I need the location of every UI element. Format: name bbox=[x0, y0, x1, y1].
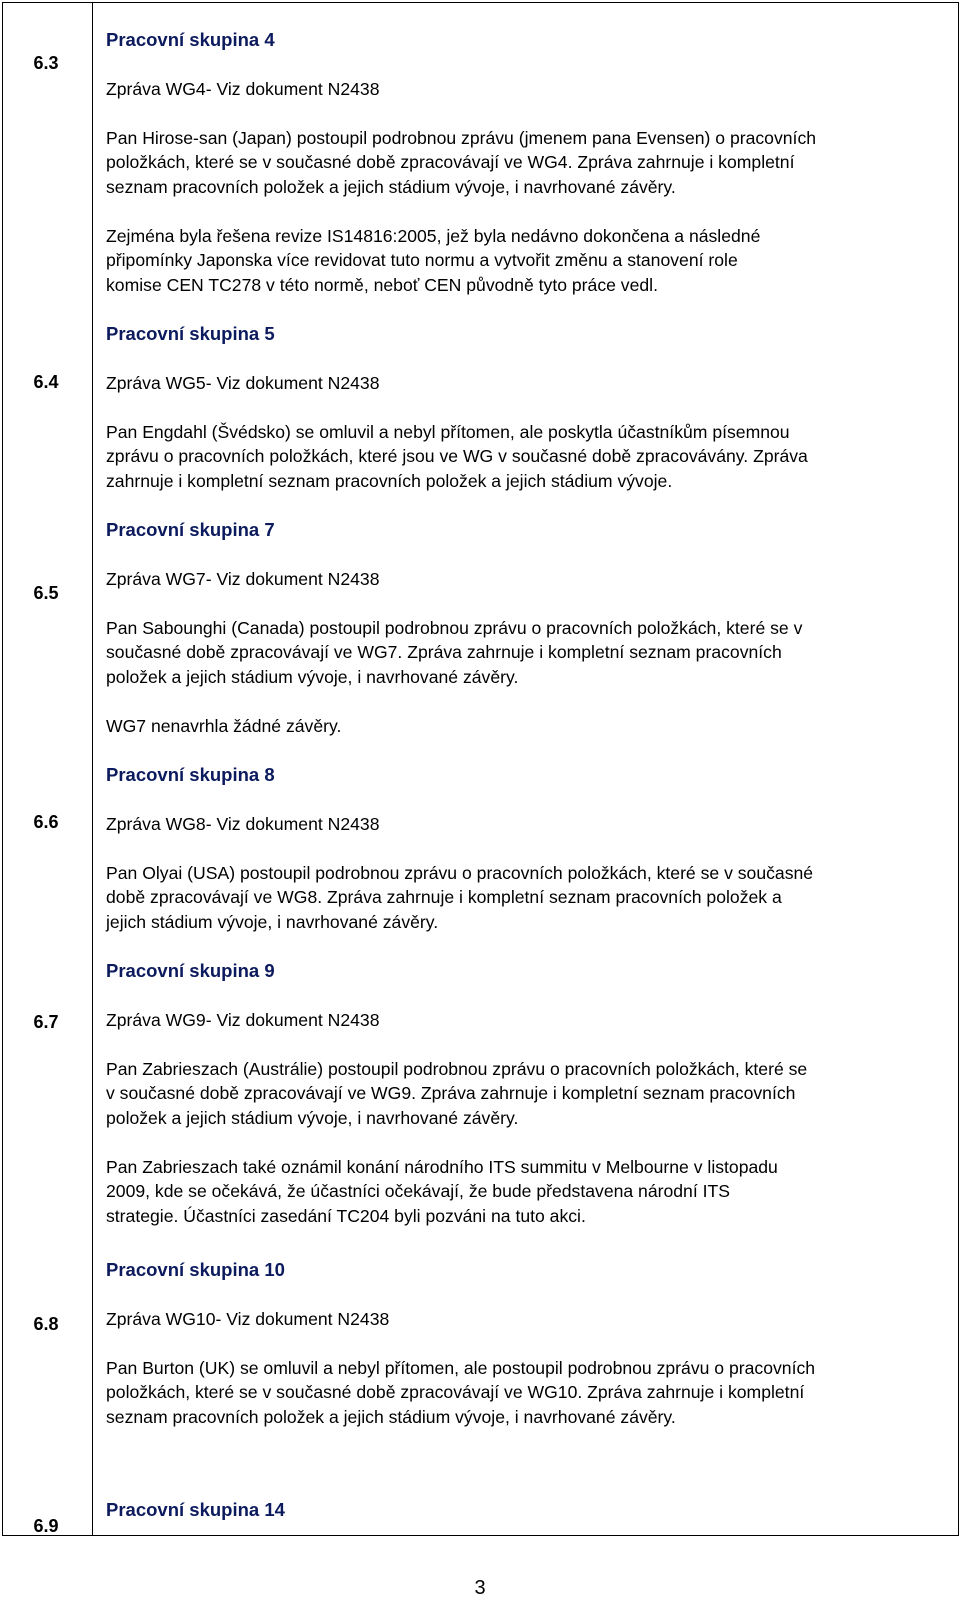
section-number-6-9: 6.9 bbox=[33, 1516, 59, 1536]
report-reference: Zpráva WG8- Viz dokument N2438 bbox=[106, 814, 380, 834]
section-number-6-5: 6.5 bbox=[33, 583, 59, 603]
report-reference: Zpráva WG5- Viz dokument N2438 bbox=[106, 373, 380, 393]
paragraph-line: Pan Olyai (USA) postoupil podrobnou zprávu o pracovních položkách, které se v současné bbox=[106, 863, 814, 883]
paragraph-line: Pan Sabounghi (Canada) postoupil podrobnou zprávu o pracovních položkách, které se v bbox=[106, 618, 803, 638]
section-title: Pracovní skupina 10 bbox=[106, 1259, 285, 1280]
paragraph-line: položek a jejich stádium vývoje, i navrhované závěry. bbox=[106, 1108, 519, 1128]
section-number-6-3: 6.3 bbox=[33, 53, 59, 73]
section-number-6-4: 6.4 bbox=[33, 372, 59, 392]
paragraph-line: WG7 nenavrhla žádné závěry. bbox=[106, 716, 342, 736]
paragraph-line: Pan Engdahl (Švédsko) se omluvil a nebyl přítomen, ale poskytla účastníkům písemnou bbox=[106, 422, 790, 442]
section-title: Pracovní skupina 5 bbox=[106, 323, 275, 344]
paragraph-line: zprávu o pracovních položkách, které jsou ve WG v současné době zpracovávány. Zpráva bbox=[106, 446, 808, 466]
section-number-6-8: 6.8 bbox=[33, 1314, 59, 1334]
paragraph-line: komise CEN TC278 v této normě, neboť CEN původně tyto práce vedl. bbox=[106, 275, 658, 295]
section-title: Pracovní skupina 9 bbox=[106, 960, 275, 981]
paragraph-line: současné době zpracovávají ve WG7. Zpráva zahrnuje i kompletní seznam pracovních bbox=[106, 642, 782, 662]
paragraph-line: Pan Burton (UK) se omluvil a nebyl přítomen, ale postoupil podrobnou zprávu o pracovních bbox=[106, 1358, 816, 1378]
page-number: 3 bbox=[474, 1577, 486, 1599]
report-reference: Zpráva WG9- Viz dokument N2438 bbox=[106, 1010, 380, 1030]
report-reference: Zpráva WG10- Viz dokument N2438 bbox=[106, 1309, 390, 1329]
paragraph-line: strategie. Účastníci zasedání TC204 byli pozváni na tuto akci. bbox=[106, 1206, 586, 1226]
paragraph-line: položkách, které se v současné době zpracovávají ve WG4. Zpráva zahrnuje i kompletní bbox=[106, 152, 795, 172]
paragraph-line: v současné době zpracovávají ve WG9. Zpráva zahrnuje i kompletní seznam pracovních bbox=[106, 1083, 796, 1103]
paragraph-line: Zejména byla řešena revize IS14816:2005, jež byla nedávno dokončena a následné bbox=[106, 226, 761, 246]
section-title: Pracovní skupina 4 bbox=[106, 29, 275, 50]
report-reference: Zpráva WG4- Viz dokument N2438 bbox=[106, 79, 380, 99]
paragraph-line: 2009, kde se očekává, že účastníci očekávají, že bude představena národní ITS bbox=[106, 1181, 730, 1201]
paragraph-line: seznam pracovních položek a jejich stádium vývoje, i navrhované závěry. bbox=[106, 177, 676, 197]
paragraph-line: seznam pracovních položek a jejich stádium vývoje, i navrhované závěry. bbox=[106, 1407, 676, 1427]
column-divider bbox=[92, 2, 93, 1536]
paragraph-line: položkách, které se v současné době zpracovávají ve WG10. Zpráva zahrnuje i kompletní bbox=[106, 1382, 805, 1402]
paragraph-line: připomínky Japonska více revidovat tuto normu a vytvořit změnu a stanovení role bbox=[106, 250, 738, 270]
paragraph-line: Pan Zabrieszach (Austrálie) postoupil podrobnou zprávu o pracovních položkách, které se bbox=[106, 1059, 808, 1079]
paragraph-line: položek a jejich stádium vývoje, i navrhované závěry. bbox=[106, 667, 519, 687]
paragraph-line: jejich stádium vývoje, i navrhované závěry. bbox=[106, 912, 439, 932]
section-title: Pracovní skupina 14 bbox=[106, 1499, 285, 1520]
paragraph-line: době zpracovávají ve WG8. Zpráva zahrnuje i kompletní seznam pracovních položek a bbox=[106, 887, 782, 907]
section-title: Pracovní skupina 7 bbox=[106, 519, 275, 540]
section-number-6-7: 6.7 bbox=[33, 1012, 59, 1032]
section-number-6-6: 6.6 bbox=[33, 812, 59, 832]
paragraph-line: zahrnuje i kompletní seznam pracovních položek a jejich stádium vývoje. bbox=[106, 471, 673, 491]
paragraph-line: Pan Zabrieszach také oznámil konání národního ITS summitu v Melbourne v listopadu bbox=[106, 1157, 778, 1177]
section-title: Pracovní skupina 8 bbox=[106, 764, 275, 785]
report-reference: Zpráva WG7- Viz dokument N2438 bbox=[106, 569, 380, 589]
paragraph-line: Pan Hirose-san (Japan) postoupil podrobnou zprávu (jmenem pana Evensen) o pracovních bbox=[106, 128, 817, 148]
